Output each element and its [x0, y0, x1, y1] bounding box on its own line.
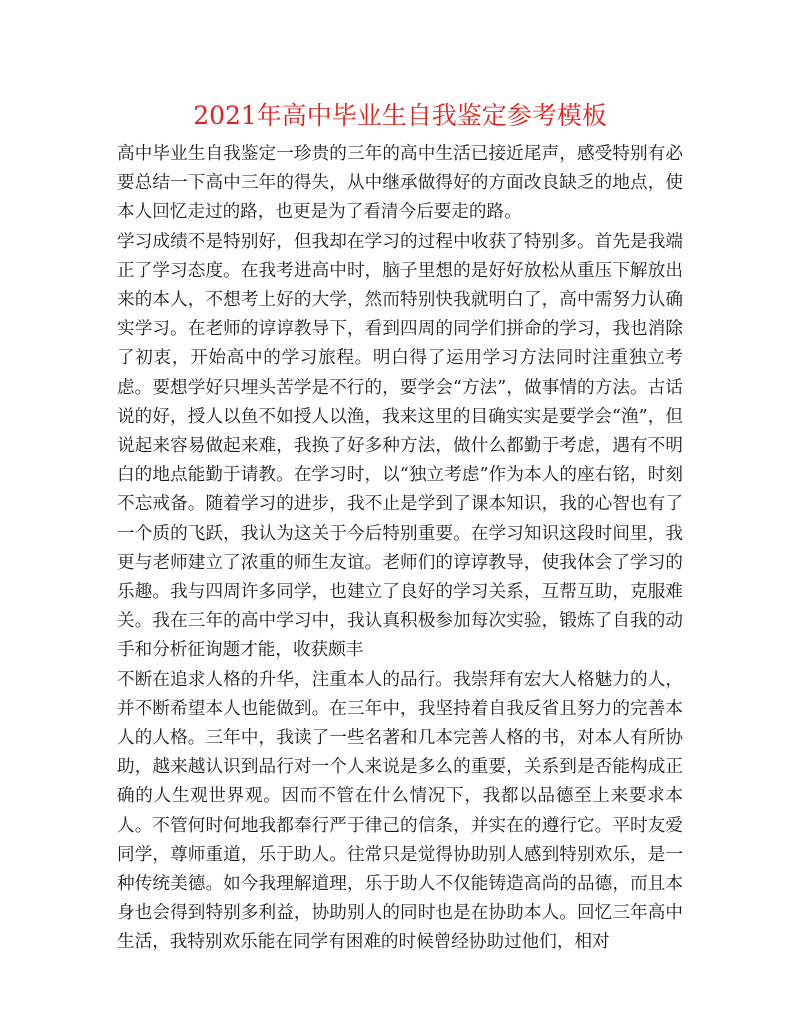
paragraph-character: 不断在追求人格的升华，注重本人的品行。我崇拜有宏大人格魅力的人，并不断希望本人也能做到。在三年中，我坚持着自我反省且努力的完善本人的人格。三年中，我读了一些名著和几本完善人格的书，对本人有所协助，越来越认识到品行对一个人来说是多么的重要，关系到是否能构成正确的人生观世界观。因而不管在什么情况下，我都以品德至上来要求本人。不管何时何地我都奉行严于律己的信条，并实在的遵行它。平时友爱同学，尊师重道，乐于助人。往常只是觉得协助别人感到特别欢乐，是一种传统美德。如今我理解道理，乐于助人不仅能铸造高尚的品德，而且本身也会得到特别多利益，协助别人的同时也是在协助本人。回忆三年高中生活，我特别欢乐能在同学有困难的时候曾经协助过他们，相对 — [117, 669, 683, 953]
paragraph-study: 学习成绩不是特别好，但我却在学习的过程中收获了特别多。首先是我端正了学习态度。在我考进高中时，脑子里想的是好好放松从重压下解放出来的本人，不想考上好的大学，然而特别快我就明白了，高中需努力认确实学习。在老师的谆谆教导下，看到四周的同学们拼命的学习，我也消除了初衷，开始高中的学习旅程。明白得了运用学习方法同时注重独立考虑。要想学好只埋头苦学是不行的，要学会“方法”，做事情的方法。古话说的好，授人以鱼不如授人以渔，我来这里的目确实实是要学会“渔”，但说起来容易做起来难，我换了好多种方法，做什么都勤于考虑，遇有不明白的地点能勤于请教。在学习时，以“独立考虑”作为本人的座右铭，时刻不忘戒备。随着学习的进步，我不止是学到了课本知识，我的心智也有了一个质的飞跃，我认为这关于今后特别重要。在学习知识这段时间里，我更与老师建立了浓重的师生友谊。老师们的谆谆教导，使我体会了学习的乐趣。我与四周许多同学，也建立了良好的学习关系，互帮互助，克服难关。我在三年的高中学习中，我认真积极参加每次实验，锻炼了自我的动手和分析征询题才能，收获颇丰 — [117, 231, 683, 661]
document-page — [117, 96, 683, 958]
document-title: 2021年高中毕业生自我鉴定参考模板 — [193, 101, 607, 130]
paragraph-intro: 高中毕业生自我鉴定一珍贵的三年的高中生活已接近尾声，感受特别有必要总结一下高中三年的得失，从中继承做得好的方面改良缺乏的地点，使本人回忆走过的路，也更是为了看清今后要走的路。 — [117, 144, 683, 223]
